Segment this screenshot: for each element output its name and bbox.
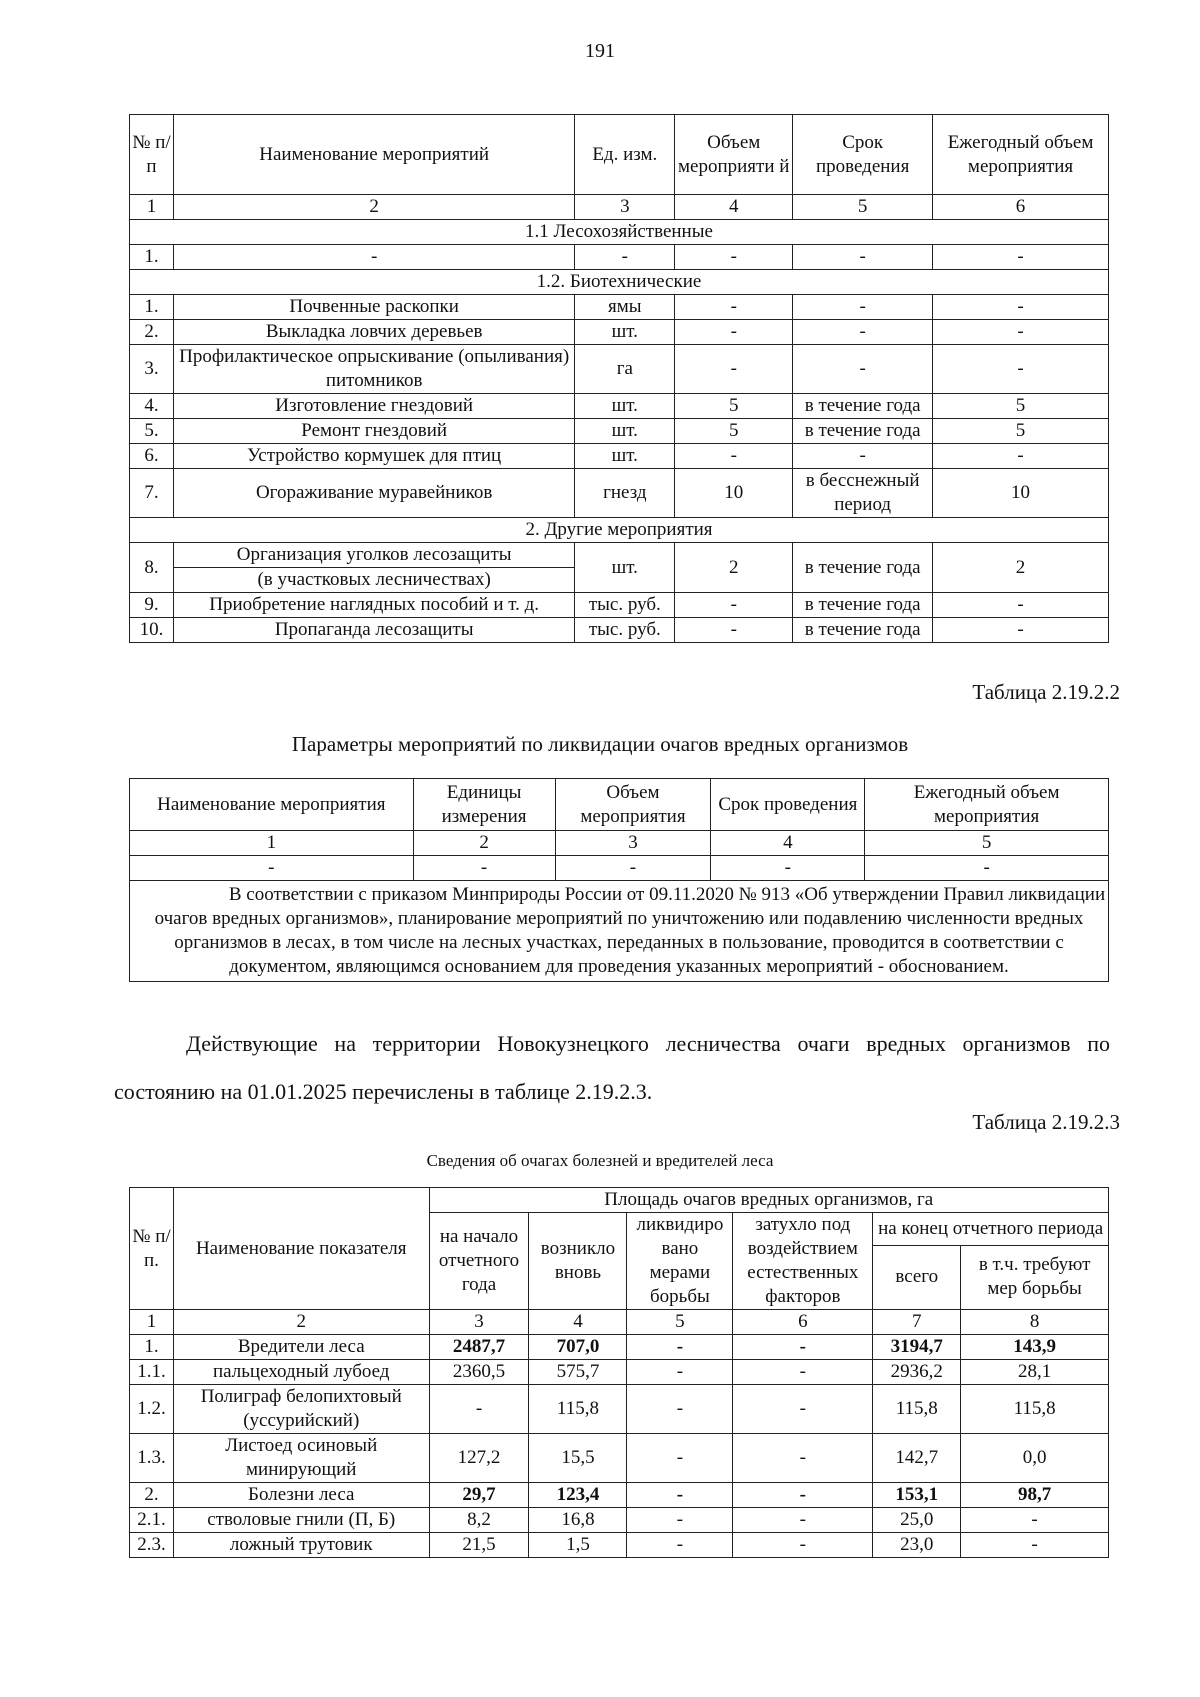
cell: в бесснежный период xyxy=(793,469,933,518)
cell: 2.1. xyxy=(130,1508,174,1533)
table-row xyxy=(130,394,1109,419)
header-start: на начало отчетного года xyxy=(429,1213,529,1310)
cell: 15,5 xyxy=(529,1434,627,1483)
cell: - xyxy=(675,245,793,270)
header-num: № п/п xyxy=(130,115,174,195)
cell: - xyxy=(793,320,933,345)
cell: - xyxy=(793,345,933,394)
header-annual: Ежегодный объем мероприятия xyxy=(933,115,1109,195)
cell: Полиграф белопихтовый (уссурийский) xyxy=(173,1385,429,1434)
cell: Выкладка ловчих деревьев xyxy=(173,320,574,345)
header-name: Наименование показателя xyxy=(173,1188,429,1310)
cell: 10 xyxy=(933,469,1109,518)
cell: - xyxy=(961,1533,1109,1558)
table-row xyxy=(130,1385,1109,1434)
table-row xyxy=(130,469,1109,518)
col-number: 1 xyxy=(130,195,174,220)
header-volume: Объем мероприятия xyxy=(555,779,711,831)
cell: пальцеходный лубоед xyxy=(173,1360,429,1385)
col-number: 3 xyxy=(555,831,711,856)
header-term: Срок проведения xyxy=(793,115,933,195)
table-header-row xyxy=(130,115,1109,195)
cell: - xyxy=(865,856,1109,881)
column-number-row xyxy=(130,1310,1109,1335)
cell: - xyxy=(711,856,865,881)
cell: шт. xyxy=(575,543,675,593)
cell: га xyxy=(575,345,675,394)
cell: (в участковых лесничествах) xyxy=(173,568,574,593)
table-row xyxy=(130,345,1109,394)
table-row xyxy=(130,856,1109,881)
cell: 1,5 xyxy=(529,1533,627,1558)
cell: - xyxy=(627,1508,733,1533)
cell: 5 xyxy=(933,419,1109,444)
cell: - xyxy=(675,295,793,320)
cell: - xyxy=(627,1385,733,1434)
cell: 1. xyxy=(130,245,174,270)
cell: Пропаганда лесозащиты xyxy=(173,618,574,643)
cell: - xyxy=(793,295,933,320)
cell: - xyxy=(627,1483,733,1508)
cell: 8,2 xyxy=(429,1508,529,1533)
cell: 8. xyxy=(130,543,174,593)
header-volume: Объем мероприяти й xyxy=(675,115,793,195)
table-row xyxy=(130,1508,1109,1533)
table-row xyxy=(130,419,1109,444)
cell: 10 xyxy=(675,469,793,518)
cell: 115,8 xyxy=(873,1385,961,1434)
cell: 2.3. xyxy=(130,1533,174,1558)
cell: 1. xyxy=(130,1335,174,1360)
cell: - xyxy=(733,1335,873,1360)
table-row xyxy=(130,1335,1109,1360)
col-number: 1 xyxy=(130,1310,174,1335)
col-number: 2 xyxy=(413,831,555,856)
header-term: Срок проведения xyxy=(711,779,865,831)
header-num: № п/п. xyxy=(130,1188,174,1310)
cell: - xyxy=(733,1360,873,1385)
cell: 28,1 xyxy=(961,1360,1109,1385)
table-header-row xyxy=(130,779,1109,831)
cell: в течение года xyxy=(793,394,933,419)
cell: - xyxy=(733,1533,873,1558)
header-need: в т.ч. требуют мер борьбы xyxy=(961,1245,1109,1309)
cell: 2936,2 xyxy=(873,1360,961,1385)
cell: - xyxy=(627,1335,733,1360)
column-number-row xyxy=(130,195,1109,220)
cell: в течение года xyxy=(793,593,933,618)
cell: тыс. руб. xyxy=(575,618,675,643)
col-number: 7 xyxy=(873,1310,961,1335)
col-number: 6 xyxy=(733,1310,873,1335)
cell: 2. xyxy=(130,1483,174,1508)
col-number: 1 xyxy=(130,831,414,856)
cell: - xyxy=(933,618,1109,643)
cell: - xyxy=(675,618,793,643)
header-annual: Ежегодный объем мероприятия xyxy=(865,779,1109,831)
cell: Листоед осиновый минирующий xyxy=(173,1434,429,1483)
cell: 5 xyxy=(933,394,1109,419)
col-number: 5 xyxy=(627,1310,733,1335)
cell: 1. xyxy=(130,295,174,320)
table-row xyxy=(130,295,1109,320)
cell: Вредители леса xyxy=(173,1335,429,1360)
table-row xyxy=(130,1434,1109,1483)
cell: - xyxy=(675,320,793,345)
cell: в течение года xyxy=(793,618,933,643)
cell: - xyxy=(793,444,933,469)
cell: - xyxy=(793,245,933,270)
table-row xyxy=(130,593,1109,618)
cell: - xyxy=(733,1483,873,1508)
cell: 10. xyxy=(130,618,174,643)
cell: 153,1 xyxy=(873,1483,961,1508)
cell: тыс. руб. xyxy=(575,593,675,618)
cell: - xyxy=(933,345,1109,394)
cell: 6. xyxy=(130,444,174,469)
header-end: на конец отчетного периода xyxy=(873,1213,1109,1246)
cell: - xyxy=(675,345,793,394)
cell: шт. xyxy=(575,394,675,419)
cell: - xyxy=(933,320,1109,345)
section-title: 1.2. Биотехнические xyxy=(130,270,1109,295)
cell: в течение года xyxy=(793,543,933,593)
cell: - xyxy=(733,1385,873,1434)
cell: Болезни леса xyxy=(173,1483,429,1508)
cell: - xyxy=(173,245,574,270)
col-number: 8 xyxy=(961,1310,1109,1335)
cell: - xyxy=(575,245,675,270)
header-new: возникло вновь xyxy=(529,1213,627,1310)
cell: Ремонт гнездовий xyxy=(173,419,574,444)
cell: Почвенные раскопки xyxy=(173,295,574,320)
cell: 16,8 xyxy=(529,1508,627,1533)
legal-note: В соответствии с приказом Минприроды России от 09.11.2020 № 913 «Об утверждении Правил ликвидации очагов вредных организмов», планирование мероприятий по уничтожению или подавлению численности вредных организмов в лесах, в том числе на лесных участках, переданных в пользование, проводится в соответствии с документом, являющимся основанием для проведения указанных мероприятий - обоснованием. xyxy=(130,881,1109,982)
table-row xyxy=(130,1360,1109,1385)
table-row xyxy=(130,1483,1109,1508)
cell: 2360,5 xyxy=(429,1360,529,1385)
table-row xyxy=(130,543,1109,568)
col-number: 6 xyxy=(933,195,1109,220)
cell: 4. xyxy=(130,394,174,419)
col-number: 4 xyxy=(711,831,865,856)
cell: - xyxy=(933,295,1109,320)
cell: 9. xyxy=(130,593,174,618)
liquidation-table xyxy=(129,778,1109,982)
cell: - xyxy=(429,1385,529,1434)
header-name: Наименование мероприятия xyxy=(130,779,414,831)
cell: 1.2. xyxy=(130,1385,174,1434)
cell: шт. xyxy=(575,419,675,444)
cell: 2 xyxy=(675,543,793,593)
cell: - xyxy=(675,593,793,618)
cell: 115,8 xyxy=(961,1385,1109,1434)
header-natural: затухло под воздействием естественных факторов xyxy=(733,1213,873,1310)
cell: Огораживание муравейников xyxy=(173,469,574,518)
table-row xyxy=(130,1533,1109,1558)
cell: стволовые гнили (П, Б) xyxy=(173,1508,429,1533)
cell: - xyxy=(130,856,414,881)
pest-foci-table xyxy=(129,1187,1109,1558)
cell: 25,0 xyxy=(873,1508,961,1533)
cell: 98,7 xyxy=(961,1483,1109,1508)
cell: 7. xyxy=(130,469,174,518)
table-row xyxy=(130,444,1109,469)
cell: 3194,7 xyxy=(873,1335,961,1360)
cell: 2. xyxy=(130,320,174,345)
cell: 143,9 xyxy=(961,1335,1109,1360)
table-title: Параметры мероприятий по ликвидации очагов вредных организмов xyxy=(291,732,909,756)
table-header-row xyxy=(130,1188,1109,1213)
cell: 2487,7 xyxy=(429,1335,529,1360)
cell: шт. xyxy=(575,320,675,345)
cell: 5. xyxy=(130,419,174,444)
cell: - xyxy=(555,856,711,881)
col-number: 5 xyxy=(865,831,1109,856)
cell: - xyxy=(675,444,793,469)
cell: 123,4 xyxy=(529,1483,627,1508)
cell: 2 xyxy=(933,543,1109,593)
cell: - xyxy=(413,856,555,881)
page-number: 191 xyxy=(585,40,615,62)
cell: - xyxy=(627,1533,733,1558)
table-row xyxy=(130,618,1109,643)
cell: Приобретение наглядных пособий и т. д. xyxy=(173,593,574,618)
cell: - xyxy=(933,593,1109,618)
cell: - xyxy=(961,1508,1109,1533)
table-caption: Таблица 2.19.2.2 xyxy=(972,680,1120,704)
col-number: 2 xyxy=(173,1310,429,1335)
col-number: 4 xyxy=(675,195,793,220)
cell: Изготовление гнездовий xyxy=(173,394,574,419)
cell: 21,5 xyxy=(429,1533,529,1558)
cell: - xyxy=(933,245,1109,270)
col-number: 3 xyxy=(575,195,675,220)
cell: - xyxy=(627,1434,733,1483)
col-number: 4 xyxy=(529,1310,627,1335)
cell: 1.1. xyxy=(130,1360,174,1385)
cell: ямы xyxy=(575,295,675,320)
cell: 127,2 xyxy=(429,1434,529,1483)
cell: 3. xyxy=(130,345,174,394)
cell: Устройство кормушек для птиц xyxy=(173,444,574,469)
cell: - xyxy=(627,1360,733,1385)
cell: шт. xyxy=(575,444,675,469)
column-number-row xyxy=(130,831,1109,856)
cell: - xyxy=(733,1508,873,1533)
header-name: Наименование мероприятий xyxy=(173,115,574,195)
cell: 142,7 xyxy=(873,1434,961,1483)
measures-table xyxy=(129,114,1109,643)
cell: 707,0 xyxy=(529,1335,627,1360)
header-liquidated: ликвидиро вано мерами борьбы xyxy=(627,1213,733,1310)
header-area: Площадь очагов вредных организмов, га xyxy=(429,1188,1108,1213)
cell: Профилактическое опрыскивание (опыливания) питомников xyxy=(173,345,574,394)
cell: 0,0 xyxy=(961,1434,1109,1483)
header-unit: Единицы измерения xyxy=(413,779,555,831)
cell: 29,7 xyxy=(429,1483,529,1508)
cell: 575,7 xyxy=(529,1360,627,1385)
table-title: Сведения об очагах болезней и вредителей леса xyxy=(426,1151,774,1170)
header-unit: Ед. изм. xyxy=(575,115,675,195)
col-number: 2 xyxy=(173,195,574,220)
table-row xyxy=(130,245,1109,270)
col-number: 5 xyxy=(793,195,933,220)
section-title: 2. Другие мероприятия xyxy=(130,518,1109,543)
table-caption: Таблица 2.19.2.3 xyxy=(972,1110,1120,1134)
cell: 5 xyxy=(675,419,793,444)
col-number: 3 xyxy=(429,1310,529,1335)
section-title: 1.1 Лесохозяйственные xyxy=(130,220,1109,245)
body-paragraph: Действующие на территории Новокузнецкого лесничества очаги вредных организмов по состоянию на 01.01.2025 перечислены в таблице 2.19.2.3. xyxy=(114,1031,1110,1104)
cell: 23,0 xyxy=(873,1533,961,1558)
cell: 5 xyxy=(675,394,793,419)
table-row xyxy=(130,320,1109,345)
cell: 115,8 xyxy=(529,1385,627,1434)
cell: 1.3. xyxy=(130,1434,174,1483)
cell: в течение года xyxy=(793,419,933,444)
cell: гнезд xyxy=(575,469,675,518)
cell: - xyxy=(733,1434,873,1483)
cell: - xyxy=(933,444,1109,469)
header-total: всего xyxy=(873,1245,961,1309)
cell: ложный трутовик xyxy=(173,1533,429,1558)
cell: Организация уголков лесозащиты xyxy=(173,543,574,568)
